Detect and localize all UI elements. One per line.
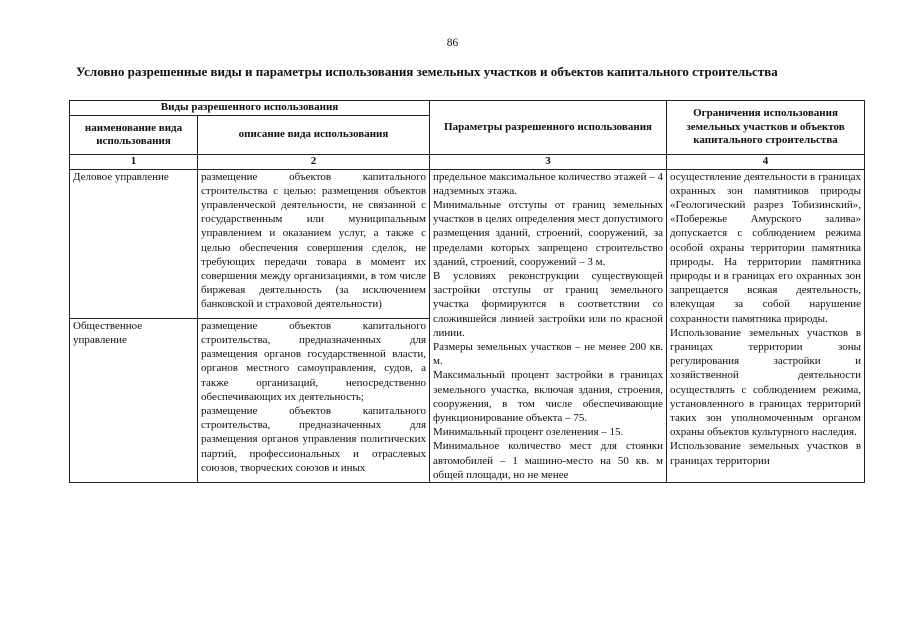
use-name-cell: Деловое управление bbox=[70, 169, 198, 318]
restriction-item: осуществление деятельности в границах охранных зон памятников природы «Геологический разрез Тобизинский», «Побережье Амурского залива» допускается с соблюдением режима особой охраны территории памятника природы. На территории памятника природы и в границах его охранных зон запрещается всякая деятельность, влекущая за собой нарушение сохранности памятника природы. bbox=[670, 170, 862, 325]
column-number: 1 bbox=[70, 155, 198, 170]
table-row bbox=[70, 169, 865, 318]
column-number: 3 bbox=[430, 155, 667, 170]
column-number-row bbox=[70, 155, 865, 170]
header-restrictions: Ограничения использования земельных участков и объектов капитального строительства bbox=[667, 101, 865, 155]
header-use-name: наименование вида использования bbox=[70, 116, 198, 155]
page-number: 86 bbox=[446, 37, 459, 49]
parameter-item: предельное максимальное количество этажей – 4 надземных этажа. bbox=[433, 170, 664, 197]
header-parameters: Параметры разрешенного использования bbox=[430, 101, 667, 155]
parameter-item: Размеры земельных участков – не менее 200 кв. м. bbox=[433, 340, 664, 368]
restriction-item: Использование земельных участков в границах территории зоны регулирования застройки и хозяйственной деятельности осуществлять с соблюдением режима, установленного в границах территорий таких зон уполномоченным органом охраны объектов культурного наследия. bbox=[670, 326, 862, 439]
parameters-cell bbox=[430, 169, 667, 482]
restriction-item: Использование земельных участков в границах территории bbox=[670, 440, 862, 467]
header-use-description: описание вида использования bbox=[198, 116, 430, 155]
header-group-title: Виды разрешенного использования bbox=[70, 101, 430, 116]
parameter-item: Минимальные отступы от границ земельных участков в целях определения мест допустимого размещения зданий, строений, сооружений, за пределами которых запрещено строительство зданий, строений, сооружений – 3 м. bbox=[433, 198, 664, 268]
use-description-cell bbox=[198, 318, 430, 482]
column-number: 4 bbox=[667, 155, 865, 170]
parameter-item: В условиях реконструкции существующей застройки отступы от границ земельного участка формируются в соответствии со сложившейся линией застройки или по красной линии. bbox=[433, 269, 664, 339]
document-title: Условно разрешенные виды и параметры использования земельных участков и объектов капитального строительства bbox=[76, 64, 778, 79]
description-item: размещение объектов капитального строительства, предназначенных для размещения органов государственной власти, органов местного самоуправления, судов, а также организаций, непосредственно обеспечивающих их деятельность; bbox=[201, 319, 427, 403]
description-item: размещение объектов капитального строительства, предназначенных для размещения органов управления политических партий, профессиональных и отраслевых союзов, творческих союзов и иных bbox=[201, 405, 427, 474]
use-description-cell: размещение объектов капитального строительства с целью: размещения объектов управленческой деятельности, не связанной с государственным или муниципальным управлением и оказанием услуг, а также с целью обеспечения совершения сделок, не требующих передачи товара в момент их совершения между организациями, в том числе биржевая деятельность (за исключением банковской и страховой деятельности) bbox=[198, 169, 430, 318]
header-row-top bbox=[70, 101, 865, 116]
column-number: 2 bbox=[198, 155, 430, 170]
land-use-table bbox=[69, 100, 865, 483]
use-name-cell: Общественное управление bbox=[70, 318, 198, 482]
parameter-item: Минимальное количество мест для стоянки автомобилей – 1 машино-место на 50 кв. м общей площади, но не менее bbox=[433, 440, 664, 481]
parameter-item: Минимальный процент озеленения – 15. bbox=[433, 426, 624, 439]
parameter-item: Максимальный процент застройки в границах земельного участка, включая здания, строения, сооружения, в том числе обеспечивающие функционирование объекта – 75. bbox=[433, 369, 664, 424]
restrictions-cell bbox=[667, 169, 865, 482]
